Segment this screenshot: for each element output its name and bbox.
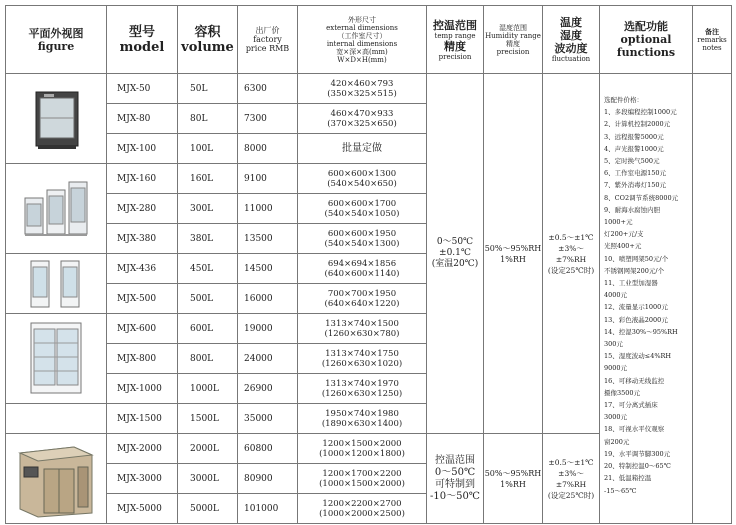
cell-dimensions: 600×600×1300 (540×540×650) [298,164,427,194]
header-optional-functions: 选配功能 optional functions [600,6,693,74]
cell-dimensions: 700×700×1950 (640×640×1220) [298,284,427,314]
cell-model: MJX-500 [107,284,178,314]
cell-dimensions: 批量定做 [298,134,427,164]
cell-model: MJX-600 [107,314,178,344]
cell-volume: 800L [178,344,238,374]
cell-volume: 100L [178,134,238,164]
cell-model: MJX-1500 [107,404,178,434]
cell-volume: 50L [178,74,238,104]
cell-volume: 380L [178,224,238,254]
header-volume: 容积 volume [178,6,238,74]
header-figure: 平面外视图 figure [6,6,107,74]
header-temp-range: 控温范围 temp range 精度 precision [427,6,484,74]
humidity-range-group-2: 50%～95%RH 1%RH [484,434,543,524]
cell-model: MJX-160 [107,164,178,194]
notes-cell [693,74,732,524]
cell-price: 26900 [238,374,298,404]
walk-in-chamber-icon [14,437,98,521]
cell-model: MJX-2000 [107,434,178,464]
cell-price: 101000 [238,494,298,524]
cell-price: 24000 [238,344,298,374]
cell-price: 6300 [238,74,298,104]
cell-volume: 80L [178,104,238,134]
header-notes: 备注 remarks notes [693,6,732,74]
cell-price: 9100 [238,164,298,194]
cell-price: 13500 [238,224,298,254]
fluctuation-group-2: ±0.5～±1℃ ±3%～±7%RH (设定25℃时) [543,434,600,524]
cell-price: 11000 [238,194,298,224]
header-row [6,6,732,74]
cell-volume: 600L [178,314,238,344]
cell-model: MJX-436 [107,254,178,284]
cell-price: 80900 [238,464,298,494]
cell-dimensions: 1200×1700×2200 (1000×1500×2000) [298,464,427,494]
product-image-small-incubator [6,74,107,164]
cell-model: MJX-100 [107,134,178,164]
cell-dimensions: 1200×1500×2000 (1000×1200×1800) [298,434,427,464]
cell-volume: 1500L [178,404,238,434]
product-image-upright-pair [6,254,107,314]
header-dimensions: 外形尺寸 external dimensions （工作室尺寸） internal dimensions 宽×深×高(mm) W×D×H(mm) [298,6,427,74]
cell-model: MJX-1000 [107,374,178,404]
cell-volume: 1000L [178,374,238,404]
incubator-small-icon [26,84,86,154]
cell-volume: 450L [178,254,238,284]
temp-range-group-2: 控温范围 0～50℃ 可特制到 -10～50℃ [427,434,484,524]
cell-volume: 2000L [178,434,238,464]
cell-price: 14500 [238,254,298,284]
cell-model: MJX-50 [107,74,178,104]
fluctuation-group-1: ±0.5～±1℃ ±3%～±7%RH (设定25℃时) [543,74,600,434]
cell-dimensions: 460×470×933 (370×325×650) [298,104,427,134]
incubator-upright-icon [21,257,91,311]
cell-dimensions: 1313×740×1750 (1260×630×1020) [298,344,427,374]
incubator-cabinets-icon [21,174,91,244]
header-model: 型号 model [107,6,178,74]
cell-model: MJX-380 [107,224,178,254]
cell-volume: 5000L [178,494,238,524]
cell-model: MJX-5000 [107,494,178,524]
cell-model: MJX-280 [107,194,178,224]
cell-model: MJX-3000 [107,464,178,494]
cell-volume: 160L [178,164,238,194]
cell-dimensions: 600×600×1950 (540×540×1300) [298,224,427,254]
cell-model: MJX-800 [107,344,178,374]
optional-functions-list: 选配件价格： 1、多段编程控制1000元 2、计算机控制2000元 3、远程报警5000元 4、声光报警1000元 5、定时换气500元 6、工作室电源150元 7、紫外消毒灯150元 8、CO2调节系统8000元 9、耐海水腐蚀内胆 1000+元 灯200+元/支 光照400+元 10、喷塑网架50元/个 不锈钢网架200元/个 11、工业型加湿器 4000元 12、流量显示1000元 13、彩色液晶2000元 14、控湿30%～95%RH 300元 15、湿度波动≤4%RH 9000元 16、可移动无线监控 摄像3500元 17、可分离式插床 3000元 18、可视水平仪观察 窗200元 19、水平调节脚300元 20、特制控温0～65℃ 21、低温箱控温 -15～65℃ [600,74,693,524]
product-image-walk-in-chamber [6,434,107,524]
humidity-range-group-1: 50%～95%RH 1%RH [484,74,543,434]
incubator-double-door-icon [23,319,89,399]
cell-price: 16000 [238,284,298,314]
cell-dimensions: 1950×740×1980 (1890×630×1400) [298,404,427,434]
temp-range-group-1: 0～50℃ ±0.1℃ (室温20℃) [427,74,484,434]
cell-price: 8000 [238,134,298,164]
cell-model: MJX-80 [107,104,178,134]
cell-dimensions: 694×694×1856 (640×600×1140) [298,254,427,284]
product-image-empty [6,404,107,434]
header-fluctuation: 温度 湿度 波动度 fluctuation [543,6,600,74]
header-humidity-range: 湿度范围 Humidity range 精度 precision [484,6,543,74]
header-price: 出厂价 factory price RMB [238,6,298,74]
cell-volume: 300L [178,194,238,224]
price-spec-table [5,5,732,524]
table-row [6,74,732,104]
cell-dimensions: 1313×740×1970 (1260×630×1250) [298,374,427,404]
cell-price: 19000 [238,314,298,344]
cell-dimensions: 1200×2200×2700 (1000×2000×2500) [298,494,427,524]
cell-price: 7300 [238,104,298,134]
product-image-cabinet-trio [6,164,107,254]
cell-price: 60800 [238,434,298,464]
product-image-double-door [6,314,107,404]
cell-price: 35000 [238,404,298,434]
cell-dimensions: 600×600×1700 (540×540×1050) [298,194,427,224]
cell-volume: 500L [178,284,238,314]
cell-volume: 3000L [178,464,238,494]
cell-dimensions: 420×460×793 (350×325×515) [298,74,427,104]
cell-dimensions: 1313×740×1500 (1260×630×780) [298,314,427,344]
